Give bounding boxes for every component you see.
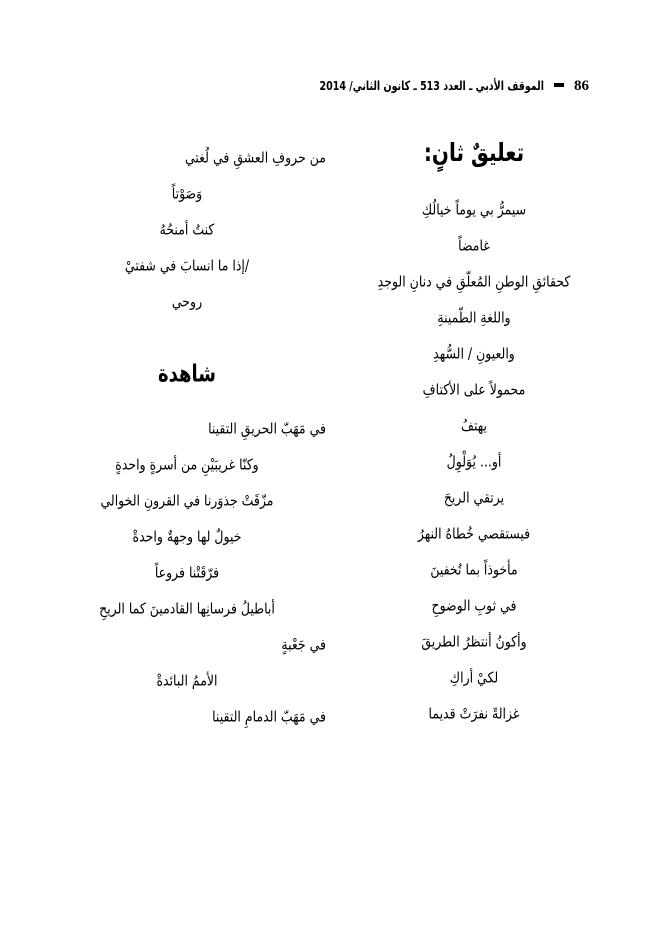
page-header <box>319 78 589 95</box>
verse-line: أو... يُوَلْوِلُ <box>446 452 502 471</box>
verse-line: كحقائقِ الوطنِ المُعلّقِ في دنانِ الوجدِ <box>377 272 571 291</box>
verse-line: الأممُ البائدةْ <box>156 671 218 690</box>
poem-title-second-comment: تعليقٌ ثانٍ: <box>423 137 525 167</box>
verse-line: في ثوبِ الوضوحِ <box>431 596 517 615</box>
verse-line: واللغةِ الطّمينةِ <box>437 308 511 327</box>
verse-line: لكيْ أراكِ <box>449 668 499 687</box>
verse-line: وَصَوْتاً <box>171 184 203 203</box>
verse-line: يهتفُ <box>461 416 487 435</box>
verse-line: /إذا ما انسابَ في شفتيْ <box>124 256 250 275</box>
verse-line: في مَهَبّ الحريقِ التقينا <box>208 419 326 438</box>
verse-line: كنتُ أمنحُهُ <box>159 220 215 239</box>
verse-line: غزالةً نفرَتْ قديما <box>428 704 520 723</box>
verse-line: والعيونِ / السُّهدِ <box>433 344 515 363</box>
spacer <box>48 320 326 354</box>
verse-line: من حروفِ العشقِ في لُغتي <box>184 148 326 167</box>
verse-line: أباطيلُ فرسانِها القادمينَ كما الريحِ <box>99 599 275 618</box>
verse-line: وأكونُ أنتظرُ الطريقَ <box>421 632 527 651</box>
journal-issue-line: الموقف الأدبي ـ العدد 513 ـ كانون الثاني/ 2014 <box>319 79 544 94</box>
verse-line: يرتقي الريحَ <box>443 488 505 507</box>
verse-line: مزّقَتْ جذوَرنا في القرونِ الخوالي <box>100 491 274 510</box>
verse-line: روحي <box>171 292 203 311</box>
verse-line: في مَهَبّ الدمامِ التقينا <box>212 707 326 726</box>
verse-line: فرّقَتْنا فروعاً <box>154 563 220 582</box>
left-text-column <box>48 140 326 735</box>
verse-line: في جَعْبةٍ <box>281 635 326 654</box>
verse-line: غامضاً <box>458 236 490 255</box>
verse-line: فيستقصي خُطاهُ النهرُ <box>417 524 531 543</box>
right-text-column <box>335 137 613 732</box>
verse-line: وكنّا غريبَيْنِ من أسرةٍ واحدةٍ <box>115 455 259 474</box>
verse-line: محمولاً على الأكتافِ <box>422 380 526 399</box>
poem-title-shahida: شاهدة <box>158 360 216 389</box>
page-number: 86 <box>574 78 589 94</box>
header-divider-line <box>554 83 564 87</box>
verse-line: مأخوذاً بما تُخفينَ <box>430 560 518 579</box>
verse-line: خيولٌ لها وجهةٌ واحدةْ <box>132 527 242 546</box>
verse-line: سيمرُّ بي يوماً خيالُكِ <box>421 200 527 219</box>
